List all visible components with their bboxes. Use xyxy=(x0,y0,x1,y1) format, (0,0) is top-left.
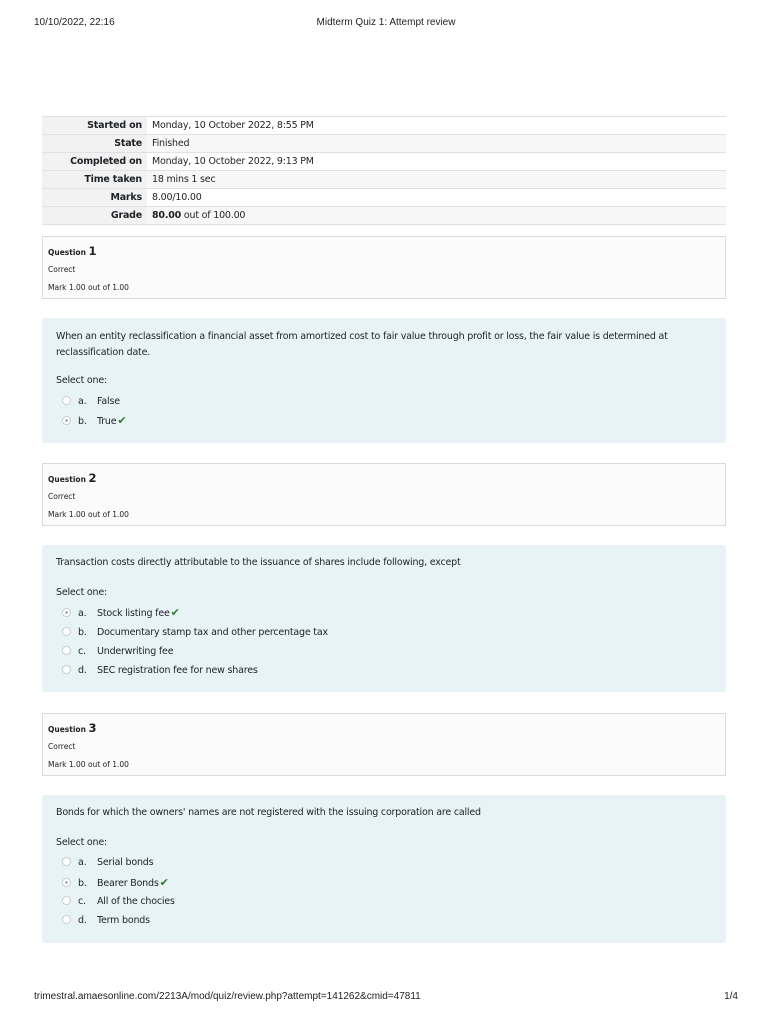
option-letter: c. xyxy=(78,896,86,907)
question-state: Correct xyxy=(48,742,76,751)
summary-label: Started on xyxy=(42,117,147,135)
radio-button[interactable] xyxy=(62,396,71,405)
answer-option-c[interactable] xyxy=(62,645,173,659)
option-text: True xyxy=(97,416,117,427)
question-label: Question xyxy=(48,248,89,257)
radio-button[interactable] xyxy=(62,878,71,887)
option-letter: b. xyxy=(78,416,87,427)
answer-option-b[interactable] xyxy=(62,626,328,640)
attempt-summary-table xyxy=(42,116,726,225)
option-letter: d. xyxy=(78,665,87,676)
question-3-info xyxy=(42,713,726,776)
radio-button[interactable] xyxy=(62,416,71,425)
radio-button[interactable] xyxy=(62,608,71,617)
question-label: Question xyxy=(48,725,89,734)
answer-option-d[interactable] xyxy=(62,914,150,928)
question-number xyxy=(48,471,97,485)
answer-option-b[interactable] xyxy=(62,876,169,890)
summary-row xyxy=(42,135,726,153)
summary-value: 8.00/10.00 xyxy=(147,189,726,207)
summary-label: Completed on xyxy=(42,153,147,171)
check-icon: ✔ xyxy=(159,876,169,889)
grade-out-of: out of 100.00 xyxy=(181,210,246,221)
grade-value: 80.00 xyxy=(152,210,182,221)
option-text: False xyxy=(97,396,120,407)
summary-row xyxy=(42,153,726,171)
option-letter: b. xyxy=(78,627,87,638)
print-header xyxy=(34,17,738,31)
answer-option-b[interactable] xyxy=(62,414,126,428)
summary-row xyxy=(42,207,726,225)
question-label: Question xyxy=(48,475,89,484)
summary-label: State xyxy=(42,135,147,153)
option-text: Term bonds xyxy=(97,915,150,926)
option-text: All of the chocies xyxy=(97,896,175,907)
summary-row xyxy=(42,171,726,189)
question-number-value: 3 xyxy=(88,721,97,735)
summary-value: Finished xyxy=(147,135,726,153)
radio-button[interactable] xyxy=(62,915,71,924)
select-one-prompt: Select one: xyxy=(56,375,108,386)
summary-row xyxy=(42,117,726,135)
answer-option-a[interactable] xyxy=(62,395,120,409)
radio-button[interactable] xyxy=(62,896,71,905)
question-1-content xyxy=(42,318,726,443)
question-number-value: 1 xyxy=(88,244,97,258)
question-text: Bonds for which the owners' names are not registered with the issuing corporation are called xyxy=(56,807,481,818)
option-text: Documentary stamp tax and other percentage tax xyxy=(97,627,328,638)
option-text: SEC registration fee for new shares xyxy=(97,665,258,676)
option-letter: a. xyxy=(78,857,87,868)
option-letter: b. xyxy=(78,878,87,889)
question-text: When an entity reclassification a financial asset from amortized cost to fair value through profit or loss, the fair value is determined at reclassification date. xyxy=(56,331,668,358)
question-grade: Mark 1.00 out of 1.00 xyxy=(48,283,129,292)
answer-option-a[interactable] xyxy=(62,606,180,620)
option-letter: a. xyxy=(78,608,87,619)
summary-label: Grade xyxy=(42,207,147,225)
summary-label: Marks xyxy=(42,189,147,207)
question-number-value: 2 xyxy=(88,471,97,485)
radio-button[interactable] xyxy=(62,627,71,636)
option-letter: a. xyxy=(78,396,87,407)
question-grade: Mark 1.00 out of 1.00 xyxy=(48,760,129,769)
select-one-prompt: Select one: xyxy=(56,837,108,848)
check-icon: ✔ xyxy=(170,606,180,619)
answer-option-c[interactable] xyxy=(62,895,175,909)
select-one-prompt: Select one: xyxy=(56,587,108,598)
radio-button[interactable] xyxy=(62,646,71,655)
radio-button[interactable] xyxy=(62,665,71,674)
answer-option-a[interactable] xyxy=(62,856,153,870)
question-number xyxy=(48,721,97,735)
print-page-title: Midterm Quiz 1: Attempt review xyxy=(316,17,456,28)
option-text: Serial bonds xyxy=(97,857,154,868)
question-1-info xyxy=(42,236,726,299)
summary-value: 18 mins 1 sec xyxy=(147,171,726,189)
summary-row xyxy=(42,189,726,207)
question-grade: Mark 1.00 out of 1.00 xyxy=(48,510,129,519)
question-state: Correct xyxy=(48,265,76,274)
option-text: Bearer Bonds xyxy=(97,878,159,889)
question-3-content xyxy=(42,795,726,943)
summary-value xyxy=(147,207,726,225)
page-number: 1/4 xyxy=(724,991,738,1002)
question-2-content xyxy=(42,545,726,692)
print-footer xyxy=(34,991,738,1005)
answer-option-d[interactable] xyxy=(62,664,258,678)
question-state: Correct xyxy=(48,492,76,501)
print-datetime: 10/10/2022, 22:16 xyxy=(34,17,115,28)
check-icon: ✔ xyxy=(117,414,127,427)
option-letter: d. xyxy=(78,915,87,926)
summary-value: Monday, 10 October 2022, 8:55 PM xyxy=(147,117,726,135)
question-number xyxy=(48,244,97,258)
question-2-info xyxy=(42,463,726,526)
radio-button[interactable] xyxy=(62,857,71,866)
option-text: Stock listing fee xyxy=(97,608,170,619)
question-text: Transaction costs directly attributable to the issuance of shares include following, except xyxy=(56,557,461,568)
summary-value: Monday, 10 October 2022, 9:13 PM xyxy=(147,153,726,171)
option-letter: c. xyxy=(78,646,86,657)
page-url: trimestral.amaesonline.com/2213A/mod/quiz/review.php?attempt=141262&cmid=47811 xyxy=(34,991,421,1002)
option-text: Underwriting fee xyxy=(97,646,174,657)
summary-label: Time taken xyxy=(42,171,147,189)
